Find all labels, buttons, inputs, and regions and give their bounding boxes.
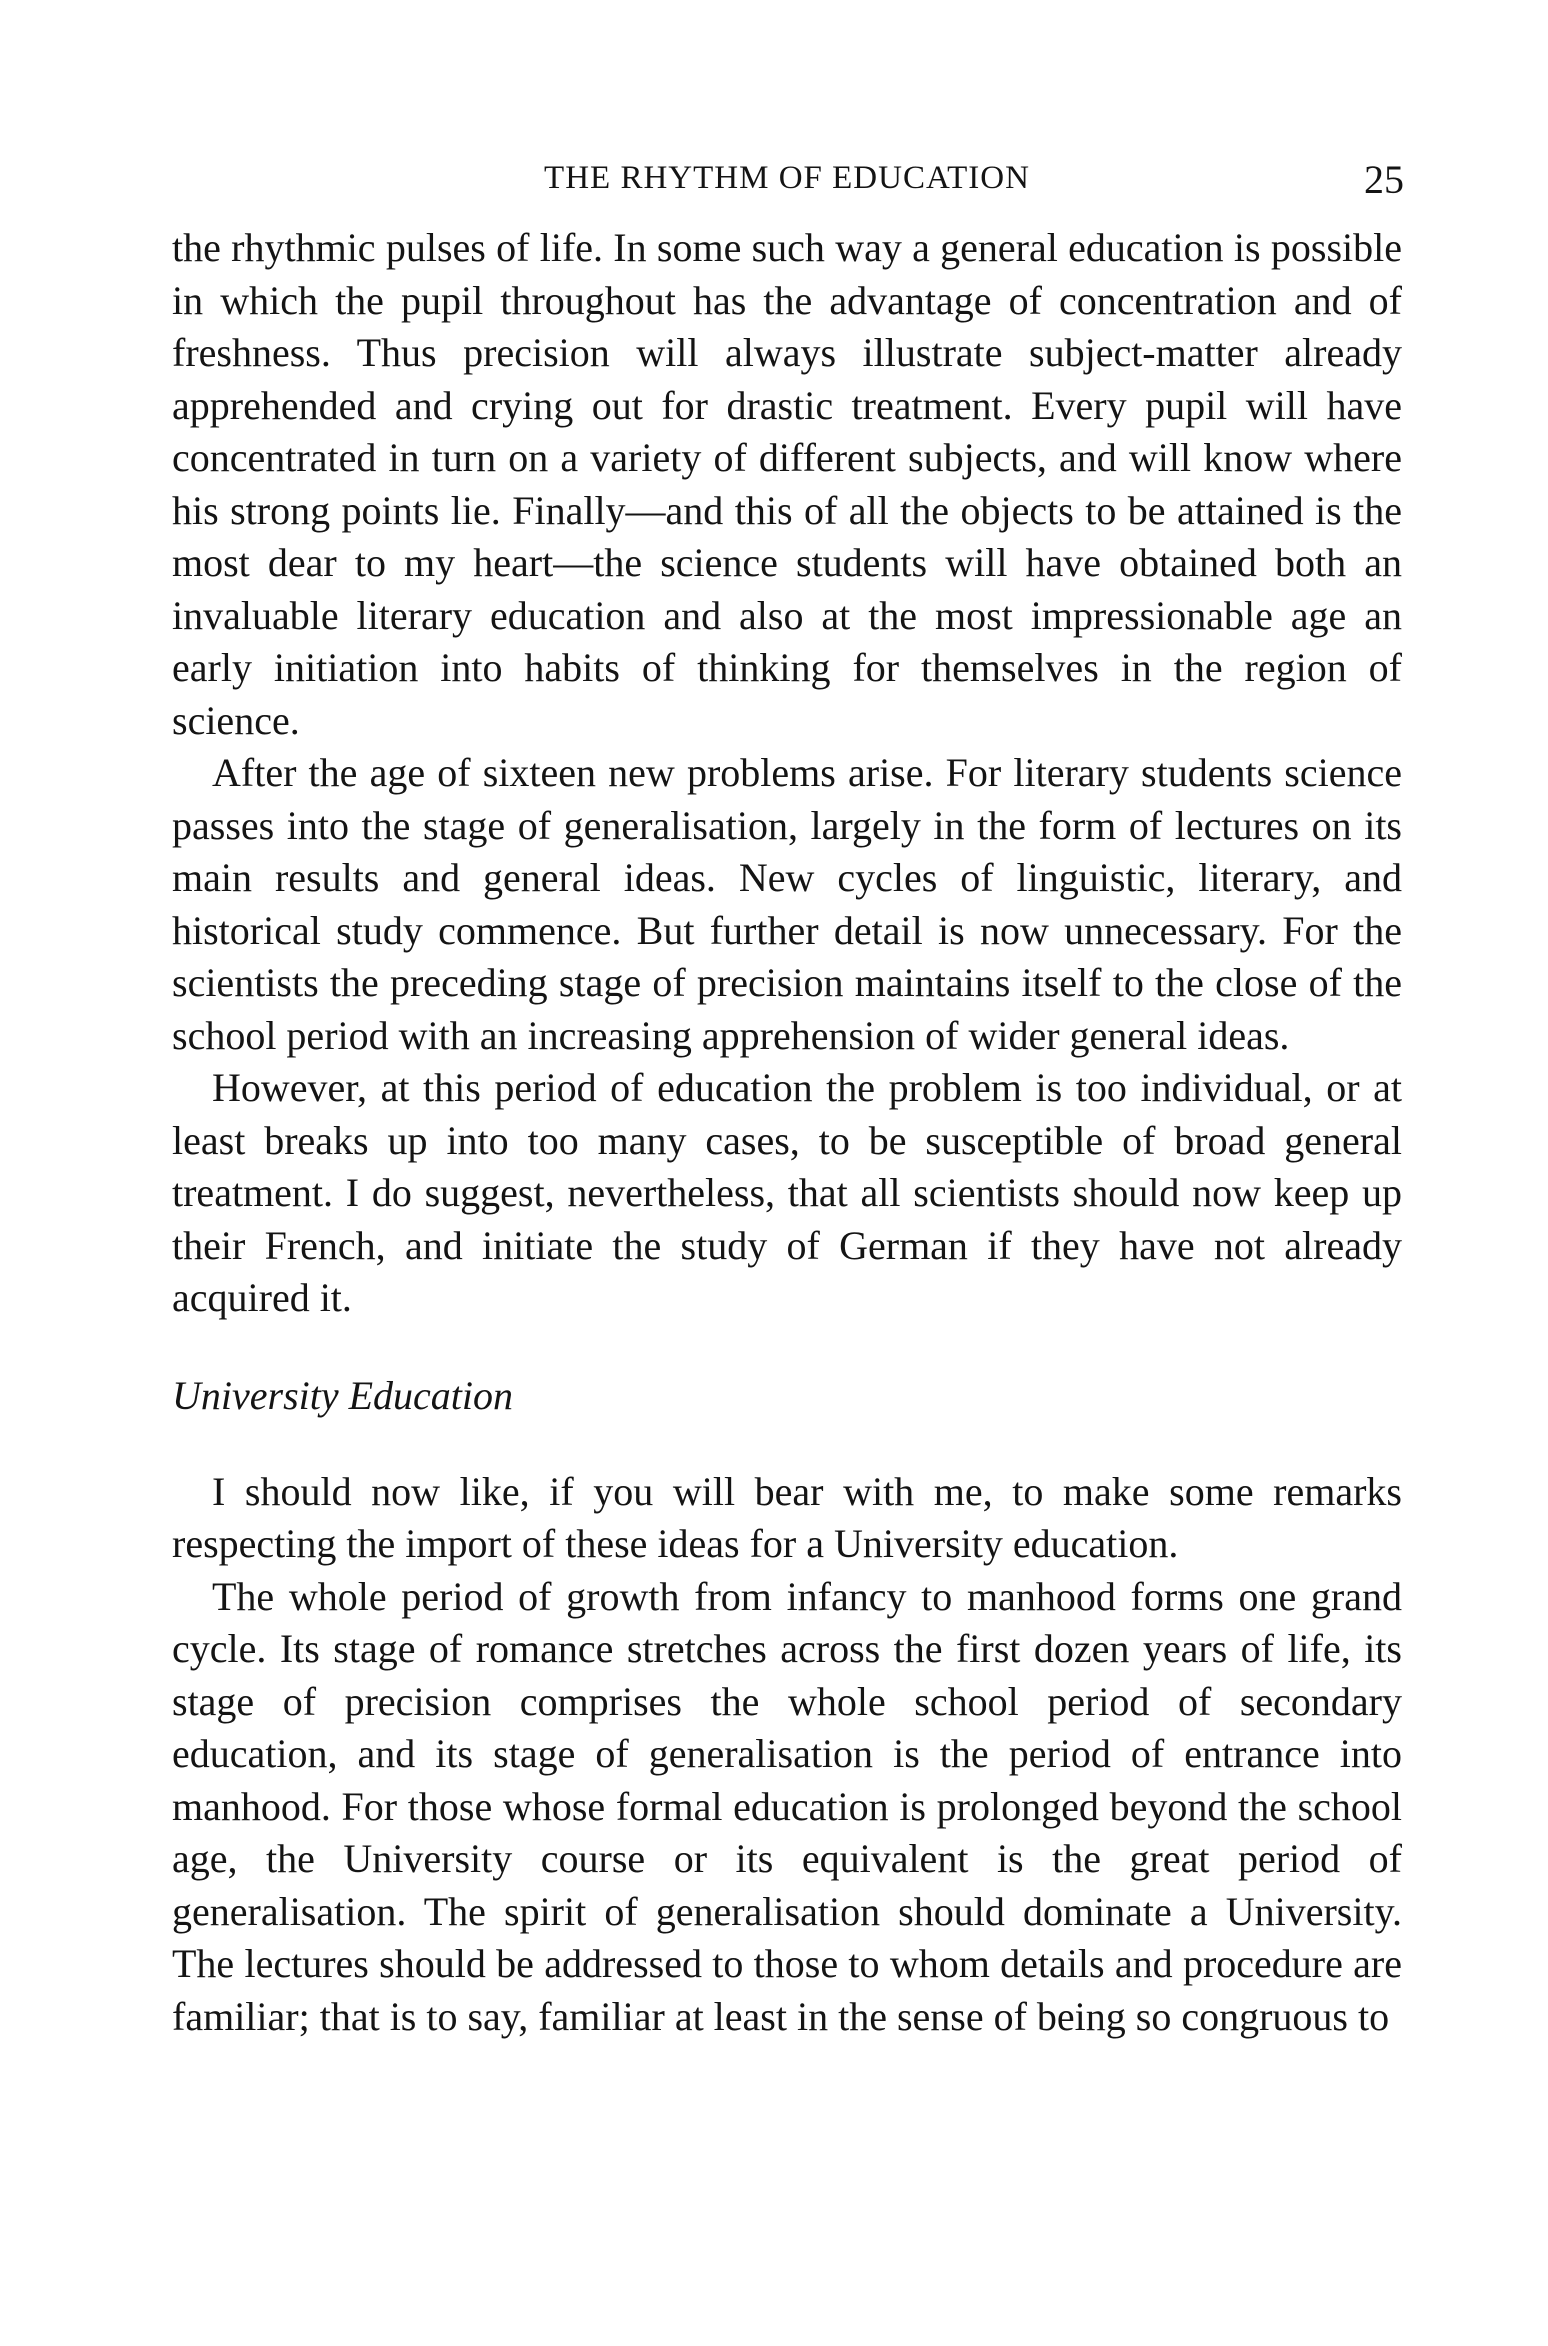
running-head: [170, 156, 1404, 212]
running-title: THE RHYTHM OF EDUCATION: [544, 160, 1030, 196]
paragraph: I should now like, if you will bear with me, to make some remarks respecting the import of these ideas for a University education.: [172, 1468, 1402, 1566]
paragraph: After the age of sixteen new problems arise. For literary students science passes into the stage of generalisation, largely in the form of lectures on its main results and general ideas. New cycles of linguistic, literary, and historical study commence. But further detail is now unnecessary. For the scientists the preceding stage of precision maintains itself to the close of the school period with an increasing apprehension of wider general ideas.: [172, 750, 1402, 1058]
paragraph-continued: the rhythmic pulses of life. In some such way a general education is possible in which the pupil throughout has the advantage of concentration and of freshness. Thus precision will always illustrate subject-matter already apprehended and crying out for drastic treatment. Every pupil will have concentrated in turn on a variety of different subjects, and will know where his strong points lie. Finally—and this of all the objects to be attained is the most dear to my heart—the science students will have obtained both an invaluable literary education and also at the most impressionable age an early initiation into habits of thinking for themselves in the region of science.: [172, 225, 1402, 743]
section-heading: University Education: [172, 1372, 514, 1418]
body-text: [172, 222, 1402, 2043]
page-number: 25: [1364, 157, 1404, 202]
paragraph: However, at this period of education the problem is too individual, or at least breaks up into too many cases, to be susceptible of broad general treatment. I do suggest, nevertheless, that all scientists should now keep up their French, and initiate the study of German if they have not already acquired it.: [172, 1065, 1402, 1320]
paragraph: The whole period of growth from infancy to manhood forms one grand cycle. Its stage of romance stretches across the first dozen years of life, its stage of precision comprises the whole school period of secondary education, and its stage of generalisation is the period of entrance into manhood. For those whose formal education is prolonged beyond the school age, the University course or its equivalent is the great period of generalisation. The spirit of generalisation should dominate a University. The lectures should be addressed to those to whom details and procedure are familiar; that is to say, familiar at least in the sense of being so congruous to: [172, 1573, 1402, 2039]
